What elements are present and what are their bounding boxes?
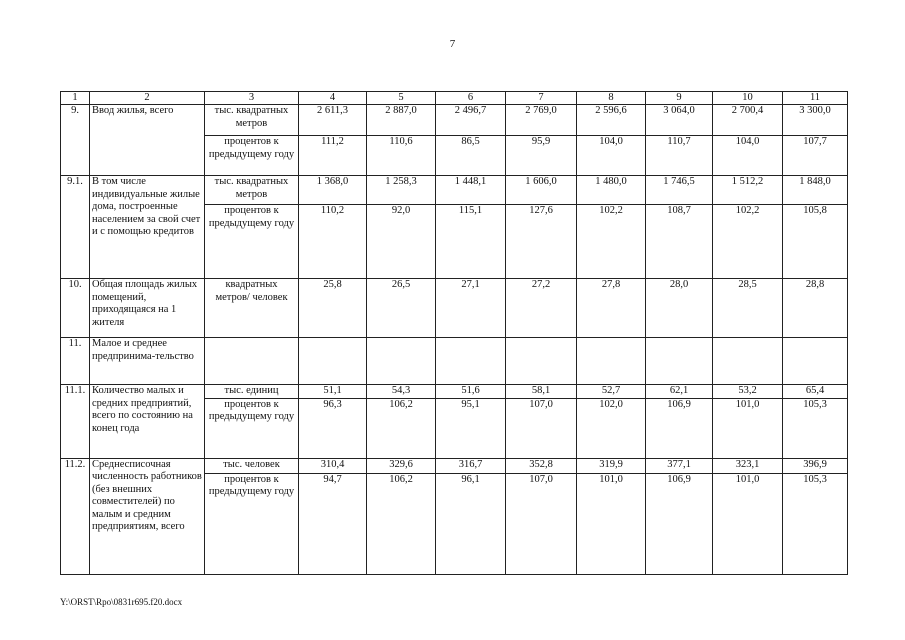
- value-cell: 86,5: [436, 136, 506, 176]
- value-cell: 2 700,4: [713, 105, 783, 136]
- column-header: 11: [783, 92, 848, 105]
- value-cell: 95,9: [506, 136, 577, 176]
- value-cell: 54,3: [367, 385, 436, 399]
- unit-cell: тыс. квадратных метров: [205, 105, 299, 136]
- value-cell: 115,1: [436, 205, 506, 279]
- value-cell: 27,1: [436, 279, 506, 338]
- value-cell: 110,6: [367, 136, 436, 176]
- indicator-name: Ввод жилья, всего: [90, 105, 205, 176]
- unit-cell: тыс. единиц: [205, 385, 299, 399]
- value-cell: 1 606,0: [506, 176, 577, 205]
- value-cell: 1 512,2: [713, 176, 783, 205]
- column-header: 8: [577, 92, 646, 105]
- value-cell: 377,1: [646, 458, 713, 473]
- file-path-footer: Y:\ORST\Rpo\0831r695.f20.docx: [60, 597, 183, 607]
- unit-cell: процентов к предыдущему году: [205, 473, 299, 574]
- unit-cell: квадратных метров/ человек: [205, 279, 299, 338]
- value-cell: 106,9: [646, 398, 713, 458]
- value-cell: 396,9: [783, 458, 848, 473]
- column-header: 9: [646, 92, 713, 105]
- value-cell: 107,7: [783, 136, 848, 176]
- value-cell: 104,0: [577, 136, 646, 176]
- value-cell: 27,8: [577, 279, 646, 338]
- row-number: 11.2.: [61, 458, 90, 574]
- value-cell: 2 611,3: [299, 105, 367, 136]
- value-cell: 316,7: [436, 458, 506, 473]
- value-cell: 111,2: [299, 136, 367, 176]
- column-header: 10: [713, 92, 783, 105]
- value-cell: 107,0: [506, 398, 577, 458]
- table-row: [61, 105, 848, 136]
- header-row: [61, 92, 848, 105]
- value-cell: 352,8: [506, 458, 577, 473]
- column-header: 7: [506, 92, 577, 105]
- value-cell: 310,4: [299, 458, 367, 473]
- value-cell: 28,8: [783, 279, 848, 338]
- value-cell: 65,4: [783, 385, 848, 399]
- value-cell: 105,3: [783, 473, 848, 574]
- value-cell: 102,0: [577, 398, 646, 458]
- value-cell: 96,3: [299, 398, 367, 458]
- table-row: [61, 385, 848, 399]
- value-cell: 28,5: [713, 279, 783, 338]
- table-row: [61, 458, 848, 473]
- value-cell: 3 064,0: [646, 105, 713, 136]
- column-header: 3: [205, 92, 299, 105]
- value-cell: 108,7: [646, 205, 713, 279]
- value-cell: 106,2: [367, 398, 436, 458]
- value-cell: 102,2: [713, 205, 783, 279]
- unit-cell: процентов к предыдущему году: [205, 136, 299, 176]
- value-cell: 3 300,0: [783, 105, 848, 136]
- unit-cell: процентов к предыдущему году: [205, 398, 299, 458]
- value-cell: 329,6: [367, 458, 436, 473]
- value-cell: [436, 338, 506, 385]
- value-cell: 101,0: [713, 398, 783, 458]
- indicators-table: [60, 91, 848, 575]
- value-cell: [783, 338, 848, 385]
- value-cell: 25,8: [299, 279, 367, 338]
- value-cell: 101,0: [713, 473, 783, 574]
- indicator-name: Количество малых и средних предприятий, всего по состоянию на конец года: [90, 385, 205, 459]
- value-cell: 104,0: [713, 136, 783, 176]
- value-cell: [299, 338, 367, 385]
- value-cell: [506, 338, 577, 385]
- unit-cell: тыс. человек: [205, 458, 299, 473]
- value-cell: 2 496,7: [436, 105, 506, 136]
- indicator-name: В том числе индивидуальные жилые дома, построенные населением за свой счет и с помощью кредитов: [90, 176, 205, 279]
- value-cell: 51,1: [299, 385, 367, 399]
- indicator-name: Малое и среднее предпринима-тельство: [90, 338, 205, 385]
- value-cell: 105,3: [783, 398, 848, 458]
- indicator-name: Среднесписочная численность работников (без внешних совместителей) по малым и средним предприятиям, всего: [90, 458, 205, 574]
- value-cell: 52,7: [577, 385, 646, 399]
- value-cell: [713, 338, 783, 385]
- value-cell: 323,1: [713, 458, 783, 473]
- value-cell: 27,2: [506, 279, 577, 338]
- unit-cell: тыс. квадратных метров: [205, 176, 299, 205]
- row-number: 11.1.: [61, 385, 90, 459]
- value-cell: 95,1: [436, 398, 506, 458]
- value-cell: 94,7: [299, 473, 367, 574]
- unit-cell: процентов к предыдущему году: [205, 205, 299, 279]
- row-number: 10.: [61, 279, 90, 338]
- value-cell: 1 448,1: [436, 176, 506, 205]
- table-row: [61, 176, 848, 205]
- unit-cell: [205, 338, 299, 385]
- value-cell: 2 769,0: [506, 105, 577, 136]
- value-cell: 106,9: [646, 473, 713, 574]
- value-cell: 53,2: [713, 385, 783, 399]
- column-header: 4: [299, 92, 367, 105]
- value-cell: [577, 338, 646, 385]
- value-cell: 106,2: [367, 473, 436, 574]
- value-cell: 1 480,0: [577, 176, 646, 205]
- table-row: [61, 338, 848, 385]
- value-cell: 1 848,0: [783, 176, 848, 205]
- column-header: 1: [61, 92, 90, 105]
- value-cell: 101,0: [577, 473, 646, 574]
- value-cell: 92,0: [367, 205, 436, 279]
- value-cell: 28,0: [646, 279, 713, 338]
- value-cell: 102,2: [577, 205, 646, 279]
- column-header: 2: [90, 92, 205, 105]
- value-cell: 1 258,3: [367, 176, 436, 205]
- indicator-name: Общая площадь жилых помещений, приходящаяся на 1 жителя: [90, 279, 205, 338]
- page-number: 7: [449, 38, 456, 50]
- table-row: [61, 279, 848, 338]
- column-header: 6: [436, 92, 506, 105]
- value-cell: [367, 338, 436, 385]
- value-cell: 2 887,0: [367, 105, 436, 136]
- value-cell: 58,1: [506, 385, 577, 399]
- value-cell: [646, 338, 713, 385]
- value-cell: 107,0: [506, 473, 577, 574]
- value-cell: 319,9: [577, 458, 646, 473]
- value-cell: 110,2: [299, 205, 367, 279]
- row-number: 11.: [61, 338, 90, 385]
- value-cell: 96,1: [436, 473, 506, 574]
- value-cell: 62,1: [646, 385, 713, 399]
- value-cell: 26,5: [367, 279, 436, 338]
- value-cell: 1 746,5: [646, 176, 713, 205]
- value-cell: 127,6: [506, 205, 577, 279]
- column-header: 5: [367, 92, 436, 105]
- row-number: 9.1.: [61, 176, 90, 279]
- row-number: 9.: [61, 105, 90, 176]
- value-cell: 105,8: [783, 205, 848, 279]
- value-cell: 1 368,0: [299, 176, 367, 205]
- value-cell: 110,7: [646, 136, 713, 176]
- value-cell: 2 596,6: [577, 105, 646, 136]
- value-cell: 51,6: [436, 385, 506, 399]
